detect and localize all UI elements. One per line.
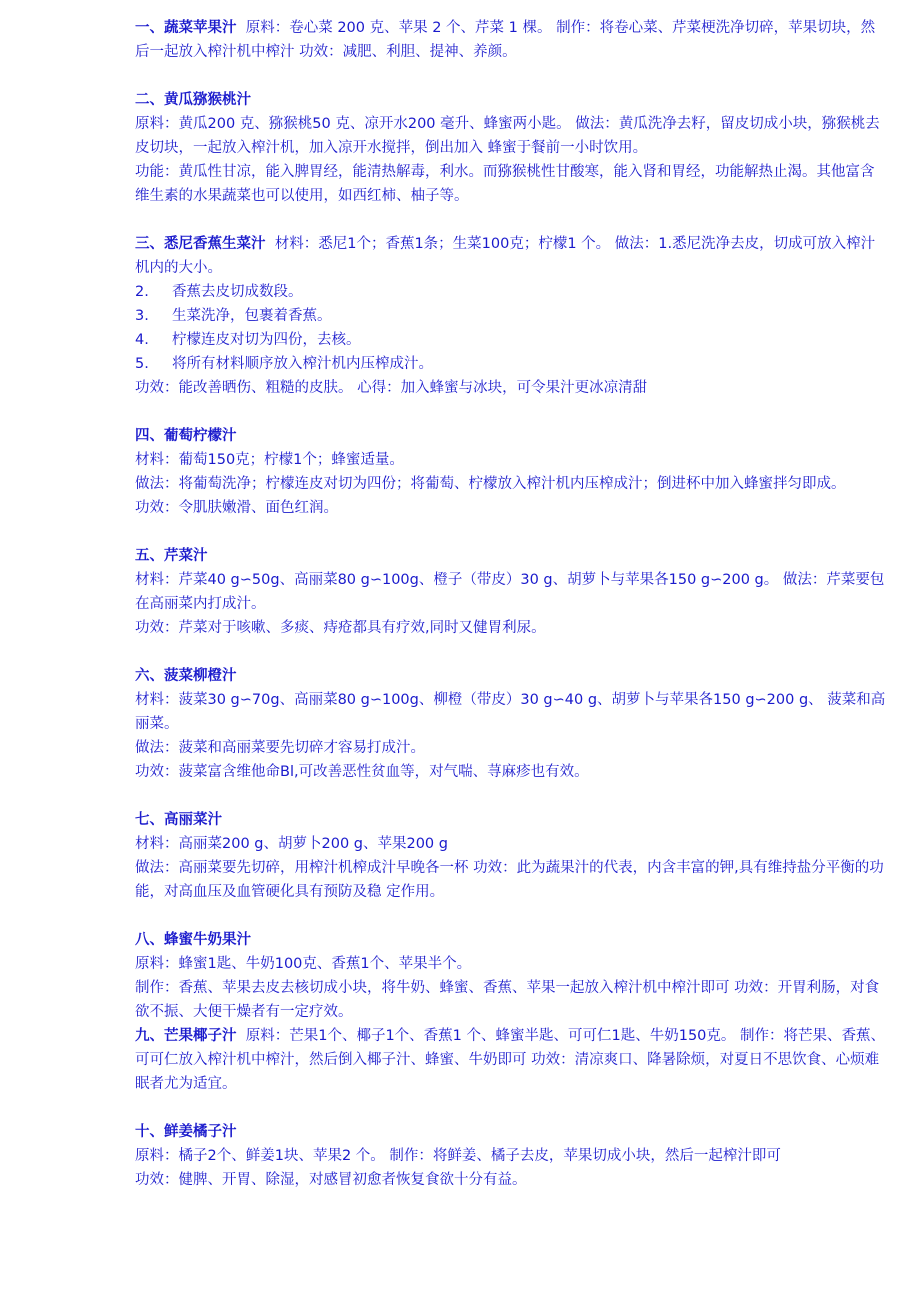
recipe-section-2 — [135, 88, 887, 208]
recipe-section-6 — [135, 664, 887, 784]
section-7-line-2: 做法：高丽菜要先切碎，用榨汁机榨成汁早晚各一杯 功效：此为蔬果汁的代表，内含丰富的钾,具有维持盐分平衡的功能，对高血压及血管硬化具有预防及稳 定作用。 — [135, 860, 884, 900]
section-8-title: 八、蜂蜜牛奶果汁 — [135, 932, 251, 948]
section-1-paragraph — [135, 16, 887, 64]
section-1-title: 一、蔬菜苹果汁 — [135, 20, 237, 36]
section-6-line-1: 材料：菠菜30 g∽70g、高丽菜80 g∽100g、柳橙（带皮）30 g∽40 g、胡萝卜与苹果各150 g∽200 g、 菠菜和高丽菜。 — [135, 692, 886, 732]
step-text: 生菜洗净，包裹着香蕉。 — [172, 308, 332, 324]
section-4-line-1: 材料：葡萄150克；柠檬1个；蜂蜜适量。 — [135, 452, 404, 468]
recipe-section-8 — [135, 928, 887, 1024]
section-3-step-5 — [135, 352, 887, 376]
section-6-line-3: 功效：菠菜富含维他命Bl,可改善恶性贫血等，对气喘、荨麻疹也有效。 — [135, 764, 589, 780]
section-3-step-4 — [135, 328, 887, 352]
recipe-section-10 — [135, 1120, 887, 1192]
section-2-title: 二、黄瓜猕猴桃汁 — [135, 92, 251, 108]
section-6-line-2: 做法：菠菜和高丽菜要先切碎才容易打成汁。 — [135, 740, 425, 756]
section-6-title: 六、菠菜柳橙汁 — [135, 668, 237, 684]
section-10-line-1: 原料：橘子2个、鲜姜1块、苹果2 个。 制作：将鲜姜、橘子去皮，苹果切成小块，然后一起榨汁即可 — [135, 1148, 781, 1164]
step-number: 3. — [135, 308, 149, 324]
section-7-title: 七、高丽菜汁 — [135, 812, 222, 828]
step-number: 5. — [135, 356, 149, 372]
section-5-line-2: 功效：芹菜对于咳嗽、多痰、痔疮都具有疗效,同时又健胃利尿。 — [135, 620, 546, 636]
section-5-title: 五、芹菜汁 — [135, 548, 208, 564]
section-9-text: 原料：芒果1个、椰子1个、香蕉1 个、蜂蜜半匙、可可仁1匙、牛奶150克。 制作：将芒果、香蕉、可可仁放入榨汁机中榨汁，然后倒入椰子汁、蜂蜜、牛奶即可 功效：清凉爽口、降暑除烦，对夏日不思饮食、心烦难眠者尤为适宜。 — [135, 1028, 886, 1092]
section-1-text: 原料：卷心菜 200 克、苹果 2 个、芹菜 1 棵。 制作：将卷心菜、芹菜梗洗净切碎，苹果切块，然后一起放入榨汁机中榨汁 功效：减肥、利胆、提神、养颜。 — [135, 20, 876, 60]
section-3-intro-text: 材料：悉尼1个；香蕉1条；生菜100克；柠檬1 个。 做法：1.悉尼洗净去皮，切成可放入榨汁机内的大小。 — [135, 236, 876, 276]
recipe-section-1 — [135, 16, 887, 64]
section-3-intro — [135, 232, 887, 280]
section-8-line-2: 制作：香蕉、苹果去皮去核切成小块，将牛奶、蜂蜜、香蕉、苹果一起放入榨汁机中榨汁即可 功效：开胃利肠，对食欲不振、大便干燥者有一定疗效。 — [135, 980, 880, 1020]
section-2-line-2: 功能：黄瓜性甘凉，能入脾胃经，能清热解毒，利水。而猕猴桃性甘酸寒，能入肾和胃经，功能解热止渴。其他富含维生素的水果蔬菜也可以使用，如西红柿、柚子等。 — [135, 164, 875, 204]
recipe-document — [135, 16, 887, 1216]
section-3-step-2 — [135, 280, 887, 304]
section-9-paragraph — [135, 1024, 887, 1096]
step-text: 香蕉去皮切成数段。 — [172, 284, 303, 300]
step-text: 将所有材料顺序放入榨汁机内压榨成汁。 — [172, 356, 433, 372]
section-2-line-1: 原料：黄瓜200 克、猕猴桃50 克、凉开水200 毫升、蜂蜜两小匙。 做法：黄瓜洗净去籽，留皮切成小块，猕猴桃去皮切块，一起放入榨汁机，加入凉开水搅拌，倒出加入 蜂蜜于餐前一小时饮用。 — [135, 116, 880, 156]
step-text: 柠檬连皮对切为四份，去核。 — [172, 332, 361, 348]
recipe-section-3 — [135, 232, 887, 400]
section-4-title: 四、葡萄柠檬汁 — [135, 428, 237, 444]
section-8-line-1: 原料：蜂蜜1匙、牛奶100克、香蕉1个、苹果半个。 — [135, 956, 472, 972]
section-4-line-3: 功效：令肌肤嫩滑、面色红润。 — [135, 500, 338, 516]
section-3-title: 三、悉尼香蕉生菜汁 — [135, 236, 266, 252]
recipe-section-5 — [135, 544, 887, 640]
section-3-step-3 — [135, 304, 887, 328]
section-3-outro: 功效：能改善晒伤、粗糙的皮肤。 心得：加入蜂蜜与冰块，可令果汁更冰凉清甜 — [135, 380, 648, 396]
section-5-line-1: 材料：芹菜40 g∽50g、高丽菜80 g∽100g、橙子（带皮）30 g、胡萝卜与苹果各150 g∽200 g。 做法：芹菜要包在高丽菜内打成汁。 — [135, 572, 885, 612]
step-number: 4. — [135, 332, 149, 348]
step-number: 2. — [135, 284, 149, 300]
recipe-section-4 — [135, 424, 887, 520]
section-4-line-2: 做法：将葡萄洗净；柠檬连皮对切为四份；将葡萄、柠檬放入榨汁机内压榨成汁；倒进杯中加入蜂蜜拌匀即成。 — [135, 476, 846, 492]
section-7-line-1: 材料：高丽菜200 g、胡萝卜200 g、苹果200 g — [135, 836, 448, 852]
section-10-title: 十、鲜姜橘子汁 — [135, 1124, 237, 1140]
recipe-section-7 — [135, 808, 887, 904]
section-9-title: 九、芒果椰子汁 — [135, 1028, 237, 1044]
recipe-section-9 — [135, 1024, 887, 1096]
section-10-line-2: 功效：健脾、开胃、除湿，对感冒初愈者恢复食欲十分有益。 — [135, 1172, 527, 1188]
